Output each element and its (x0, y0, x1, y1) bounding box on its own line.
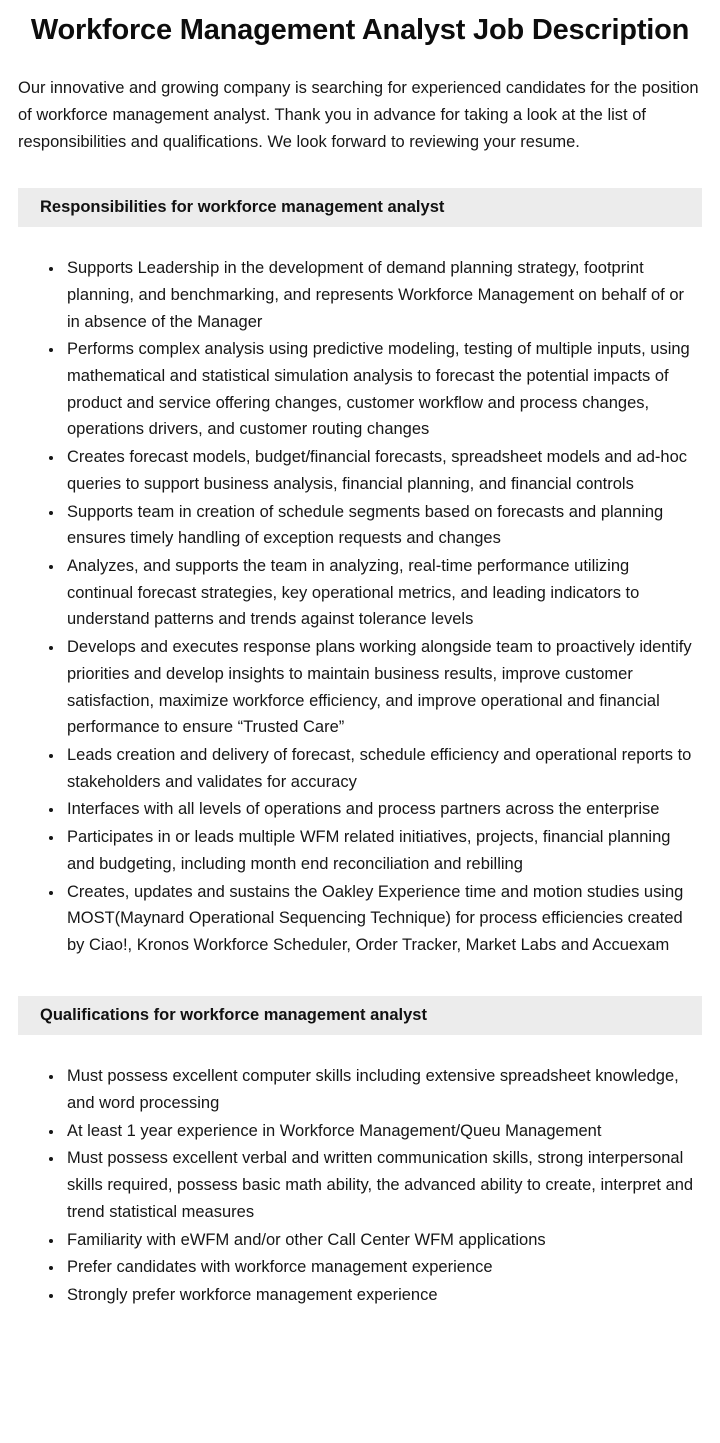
list-item: • Must possess excellent computer skills including extensive spreadsheet knowledge, and word processing (64, 1063, 698, 1116)
responsibilities-heading: Responsibilities for workforce management analyst (18, 188, 702, 227)
list-item: • Prefer candidates with workforce management experience (64, 1254, 698, 1281)
list-item: • Must possess excellent verbal and written communication skills, strong interpersonal skills required, possess basic math ability, the advanced ability to create, interpret and trend statistical measures (64, 1145, 698, 1225)
list-item: • Participates in or leads multiple WFM related initiatives, projects, financial planning and budgeting, including month end reconciliation and rebilling (64, 824, 698, 877)
list-item: • Strongly prefer workforce management experience (64, 1282, 698, 1309)
page-title: Workforce Management Analyst Job Description (30, 14, 690, 46)
list-item: • Performs complex analysis using predictive modeling, testing of multiple inputs, using mathematical and statistical simulation analysis to forecast the potential impacts of product and service offering changes, customer workflow and process changes, operations drivers, and customer routing changes (64, 336, 698, 443)
list-item: • Supports Leadership in the development of demand planning strategy, footprint planning, and benchmarking, and represents Workforce Management on behalf of or in absence of the Manager (64, 255, 698, 335)
list-item: • Leads creation and delivery of forecast, schedule efficiency and operational reports to stakeholders and validates for accuracy (64, 742, 698, 795)
list-item: • Creates forecast models, budget/financial forecasts, spreadsheet models and ad-hoc queries to support business analysis, financial planning, and financial controls (64, 444, 698, 497)
qualifications-heading: Qualifications for workforce management analyst (18, 996, 702, 1035)
list-item: • Develops and executes response plans working alongside team to proactively identify priorities and develop insights to maintain business results, improve customer satisfaction, maximize workforce efficiency, and improve operational and financial performance to ensure “Trusted Care” (64, 634, 698, 741)
qualifications-section (18, 996, 702, 1346)
list-item: • Creates, updates and sustains the Oakley Experience time and motion studies using MOST(Maynard Operational Sequencing Technique) for process efficiencies created by Ciao!, Kronos Workforce Scheduler, Order Tracker, Market Labs and Accuexam (64, 879, 698, 959)
qualifications-list (18, 1039, 702, 1345)
intro-paragraph: Our innovative and growing company is searching for experienced candidates for the position of workforce management analyst. Thank you in advance for taking a look at the list of responsibilities and qualifications. We look forward to reviewing your resume. (18, 78, 699, 151)
responsibilities-section (18, 188, 702, 996)
list-item: • Interfaces with all levels of operations and process partners across the enterprise (64, 796, 698, 823)
list-item: • At least 1 year experience in Workforce Management/Queu Management (64, 1118, 698, 1145)
list-item: • Analyzes, and supports the team in analyzing, real-time performance utilizing continual forecast strategies, key operational metrics, and leading indicators to understand patterns and trends against tolerance levels (64, 553, 698, 633)
responsibilities-list (18, 231, 702, 996)
list-item: • Supports team in creation of schedule segments based on forecasts and planning ensures timely handling of exception requests and changes (64, 499, 698, 552)
list-item: • Familiarity with eWFM and/or other Call Center WFM applications (64, 1227, 698, 1254)
